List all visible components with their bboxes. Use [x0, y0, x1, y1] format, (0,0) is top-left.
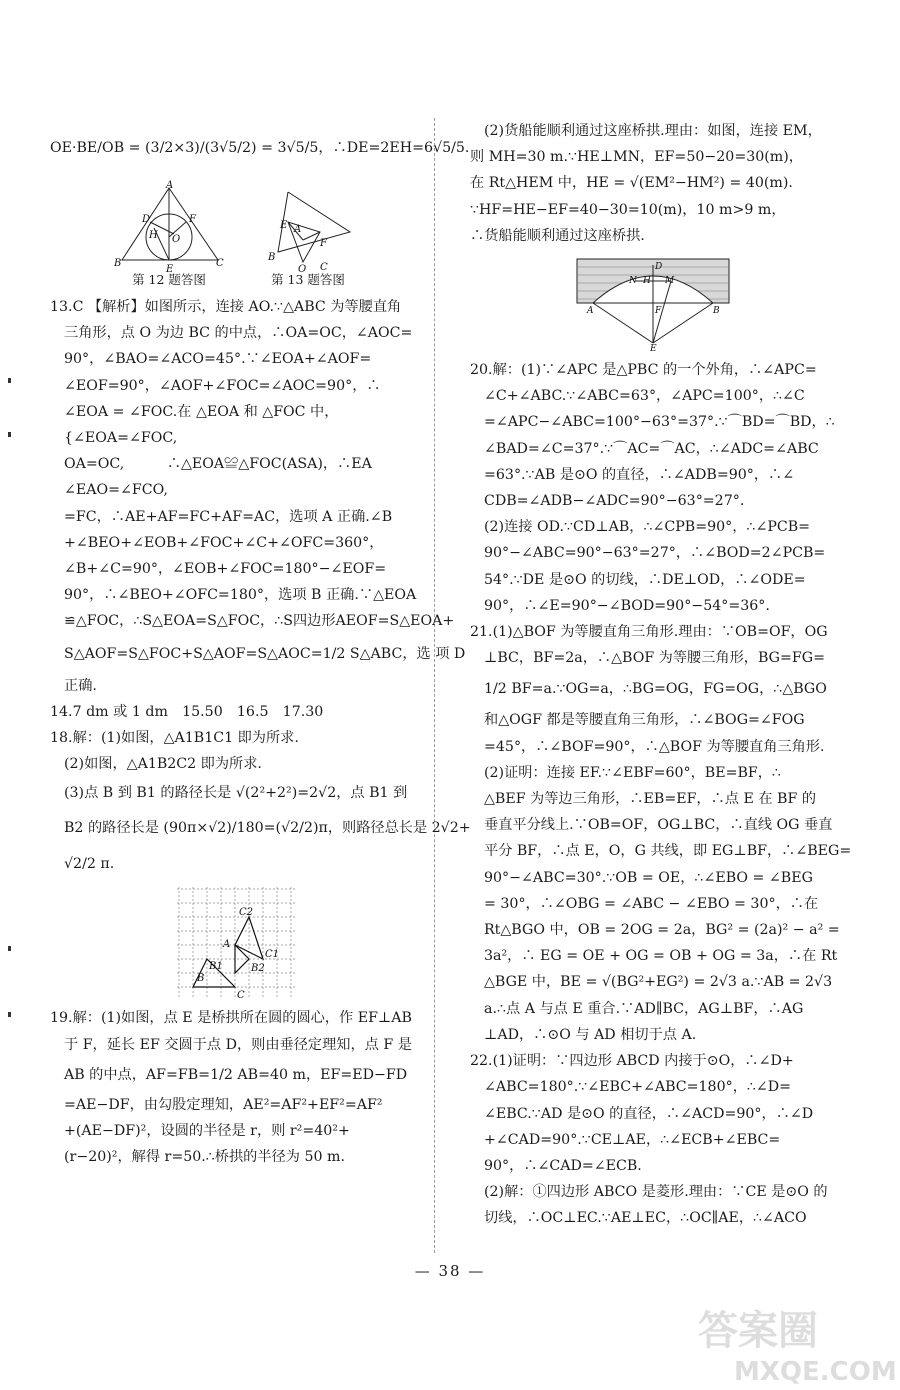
text-line: +∠CAD=90°.∵CE⊥AE，∴∠ECB+∠EBC= — [484, 1131, 781, 1148]
margin-mark — [8, 946, 11, 951]
fig13-label-e: E — [280, 220, 288, 231]
fig18-label-c1: C1 — [265, 949, 280, 961]
figure-row-12-13 — [50, 182, 422, 288]
figure-12 — [114, 182, 224, 288]
text-line: (2)证明：连接 EF.∵∠EBF=60°，BE=BF，∴ — [484, 764, 781, 781]
margin-mark — [8, 378, 11, 383]
figure-13-diagram — [258, 182, 358, 275]
fig12-label-h: H — [149, 230, 158, 241]
fig12-label-d: D — [142, 214, 151, 225]
figure-13 — [258, 182, 358, 288]
text-line: =45°，∴∠BOF=90°，∴△BOF 为等腰直角三角形. — [484, 738, 825, 755]
text-line: 正确. — [64, 677, 97, 694]
text-line: 在 Rt△HEM 中，HE = √(EM²−HM²) = 40(m). — [470, 175, 793, 192]
text-line: 90°−∠ABC=90°−63°=27°，∴∠BOD=2∠PCB= — [484, 545, 826, 562]
fig13-label-c: C — [320, 262, 328, 273]
text-line: 和△OGF 都是等腰直角三角形，∴∠BOG=∠FOG — [484, 712, 805, 729]
figure-18-grid-diagram — [177, 887, 295, 1002]
right-column — [470, 118, 852, 1232]
fig13-label-a: A — [294, 224, 302, 235]
text-line: 22.(1)证明：∵四边形 ABCD 内接于⊙O，∴∠D+ — [470, 1053, 794, 1070]
text-line: CDB=∠ADB−∠ADC=90°−63°=27°. — [484, 493, 745, 510]
text-line: ∠EOA = ∠FOC.在 △EOA 和 △FOC 中， — [64, 403, 339, 420]
fig13-label-b: B — [268, 252, 276, 263]
fig19-label-d: D — [654, 262, 662, 273]
text-line: ⊥AD，∴⊙O 与 AD 相切于点 A. — [484, 1026, 697, 1043]
text-line: 18.解：(1)如图，△A1B1C1 即为所求. — [50, 730, 299, 747]
fig19-label-a: A — [586, 306, 593, 317]
text-line: ⊥BC，BF=2a，∴△BOF 为等腰三角形，BG=FG= — [484, 650, 825, 667]
fig12-label-f: F — [189, 214, 196, 225]
text-line: 20.解：(1)∵∠APC 是△PBC 的一个外角，∴∠APC= — [470, 362, 817, 379]
text-line: 垂直平分线上.∵OB=OF，OG⊥BC，∴直线 OG 垂直 — [484, 817, 833, 834]
fig18-label-c2: C2 — [239, 907, 254, 919]
fig18-label-b: B — [197, 973, 205, 985]
text-line: 于 F，延长 EF 交圆于点 D，则由垂径定理知，点 F 是 — [64, 1036, 412, 1053]
figure-18 — [50, 887, 422, 1002]
text-line: {∠EOA=∠FOC, — [64, 430, 178, 447]
fig12-label-a: A — [166, 180, 174, 191]
text-line: ∠ABC=180°.∵∠EBC+∠ABC=180°，∴∠D= — [484, 1079, 792, 1096]
text-line: √2/2 π. — [64, 856, 115, 873]
text-line: +∠BEO+∠EOB+∠FOC+∠C+∠OFC=360°， — [64, 534, 384, 551]
text-line: S△AOF=S△FOC+S△AOF=S△AOC=1/2 S△ABC，选 项 D — [64, 645, 466, 662]
text-line: 90°，∠BAO=∠ACO=45°.∵∠EOA+∠AOF= — [64, 351, 372, 368]
margin-mark — [8, 1012, 11, 1017]
text-line: 21.(1)△BOF 为等腰直角三角形.理由：∵OB=OF，OG — [470, 624, 828, 641]
margin-mark — [8, 432, 11, 437]
text-line: (2)货船能顺利通过这座桥拱.理由：如图，连接 EM， — [484, 123, 822, 139]
text-line: 1/2 BF=a.∵OG=a，∴BG=OG，FG=OG，∴△BGO — [484, 681, 827, 698]
fig12-label-o: O — [172, 234, 181, 245]
text-line: ∠EBC.∵AD 是⊙O 的直径，∴∠ACD=90°，∴∠D — [484, 1105, 814, 1122]
text-line: =AE−DF，由勾股定理知，AE²=AF²+EF²=AF² — [64, 1096, 383, 1113]
figure-12-diagram — [114, 180, 224, 275]
text-line: ∠B+∠C=90°，∠EOB+∠FOC=180°−∠EOF= — [64, 561, 387, 578]
text-line: 90°，∴∠E=90°−∠BOD=90°−54°=36°. — [484, 597, 770, 614]
watermark-top: 答案圈 — [698, 1308, 818, 1354]
text-line: (2)连接 OD.∵CD⊥AB，∴∠CPB=90°，∴∠PCB= — [484, 519, 811, 536]
fig18-label-b1: B1 — [209, 961, 223, 973]
text-line: ∠BAD=∠C=37°.∵⌒AC=⌒AC，∴∠ADC=∠ABC — [484, 440, 819, 457]
text-line: △BGE 中，BE = √(BG²+EG²) = 2√3 a.∵AB = 2√3 — [484, 974, 833, 991]
text-line: ∵HF=HE−EF=40−30=10(m)，10 m>9 m， — [470, 201, 786, 218]
text-line: (3)点 B 到 B1 的路径长是 √(2²+2²)=2√2，点 B1 到 — [64, 785, 408, 802]
fig12-label-e: E — [166, 264, 174, 275]
watermark-bottom: MXQE.COM — [734, 1357, 897, 1387]
text-line: ≌△FOC，∴S△EOA=S△FOC，∴S四边形AEOF=S△EOA+ — [64, 613, 455, 630]
fig12-label-b: B — [114, 258, 122, 269]
text-line: AB 的中点，AF=FB=1/2 AB=40 m，EF=ED−FD — [64, 1066, 408, 1083]
fig12-label-c: C — [216, 258, 224, 269]
text-line: 19.解：(1)如图，点 E 是桥拱所在圆的圆心，作 EF⊥AB — [50, 1010, 412, 1027]
fig13-label-o: O — [298, 264, 307, 275]
text-line: ∠EAO=∠FCO, — [64, 482, 168, 499]
text-line: △BEF 为等边三角形，∴EB=EF，∴点 E 在 BF 的 — [484, 791, 817, 808]
text-line: 三角形，点 O 为边 BC 的中点，∴OA=OC，∠AOC= — [64, 325, 413, 342]
text-line: +(AE−DF)²，设圆的半径是 r，则 r²=40²+ — [64, 1123, 350, 1140]
fig18-label-a: A — [223, 939, 231, 951]
figure-19 — [470, 255, 835, 355]
page-number: — 38 — — [414, 1262, 486, 1280]
text-line: =∠APC−∠ABC=100°−63°=37°.∵⌒BD=⌒BD，∴ — [484, 414, 835, 431]
fig13-label-f: F — [320, 238, 327, 249]
fig19-label-e: E — [649, 344, 657, 355]
figure-13-caption: 第 13 题答图 — [271, 272, 345, 287]
text-line: 90°，∴∠BEO+∠OFC=180°，选项 B 正确.∵△EOA — [64, 587, 417, 604]
text-line: 54°.∵DE 是⊙O 的切线，∴DE⊥OD，∴∠ODE= — [484, 571, 806, 588]
column-divider — [434, 118, 435, 1253]
text-line: ∠EOF=90°，∠AOF+∠FOC=∠AOC=90°，∴ — [64, 377, 381, 394]
text-line: (2)解：①四边形 ABCO 是菱形.理由：∵CE 是⊙O 的 — [484, 1184, 828, 1201]
fig18-label-c: C — [237, 990, 245, 1002]
fig19-label-f: F — [654, 306, 661, 317]
watermark-logo — [694, 1300, 897, 1387]
text-line: 3a²，∴ EG = OE + OG = OB + OG = 3a，∴在 Rt — [484, 948, 838, 965]
text-line: =63°.∵AB 是⊙O 的直径，∴∠ADB=90°，∴∠ — [484, 466, 795, 483]
figure-19-bridge-diagram — [573, 255, 733, 355]
text-line: 则 MH=30 m.∵HE⊥MN，EF=50−20=30(m)， — [470, 149, 803, 166]
text-line: 90°−∠ABC=30°.∵OB = OE，∴∠EBO = ∠BEG — [484, 869, 813, 886]
text-line: a.∴点 A 与点 E 重合.∵AD∥BC，AG⊥BF，∴AG — [484, 1000, 804, 1017]
text-line: =FC，∴AE+AF=FC+AF=AC，选项 A 正确.∠B — [64, 508, 393, 525]
fig19-label-n: N — [628, 276, 637, 287]
fig19-label-h: H — [642, 276, 651, 287]
figure-12-caption: 第 12 题答图 — [132, 272, 206, 287]
text-line: OE·BE/OB = (3/2×3)/(3√5/2) = 3√5/5，∴DE=2EH=6√5/5. — [50, 140, 470, 156]
text-line: 13.C 【解析】如图所示，连接 AO.∵△ABC 为等腰直角 — [50, 299, 402, 315]
text-line: B2 的路径长是 (90π×√2)/180=(√2/2)π，则路径总长是 2√2+ — [64, 820, 471, 837]
text-line: 平分 BF，∴点 E，O，G 共线，即 EG⊥BF，∴∠BEG= — [484, 843, 852, 860]
left-column — [50, 118, 471, 1170]
text-line: (2)如图，△A1B2C2 即为所求. — [64, 756, 262, 773]
text-line: OA=OC, ∴△EOA≌△FOC(ASA)，∴EA — [64, 456, 372, 473]
text-line: = 30°，∴∠OBG = ∠ABC − ∠EBO = 30°，∴在 — [484, 895, 819, 912]
text-line: Rt△BGO 中，OB = 2OG = 2a，BG² = (2a)² − a² = — [484, 922, 840, 939]
fig19-label-b: B — [712, 306, 720, 317]
text-line: ∠C+∠ABC.∵∠ABC=63°，∠APC=100°，∴∠C — [484, 388, 805, 405]
text-line: 14.7 dm 或 1 dm 15.50 16.5 17.30 — [50, 703, 324, 720]
text-line: 90°，∴∠CAD=∠ECB. — [484, 1157, 642, 1174]
text-line: 切线，∴OC⊥EC.∵AE⊥EC，∴OC∥AE，∴∠ACO — [484, 1210, 807, 1227]
fig19-label-m: M — [664, 276, 674, 287]
text-line: ∴货船能顺利通过这座桥拱. — [470, 227, 645, 244]
fig18-label-b2: B2 — [251, 963, 265, 975]
text-line: (r−20)²，解得 r=50.∴桥拱的半径为 50 m. — [64, 1149, 345, 1166]
